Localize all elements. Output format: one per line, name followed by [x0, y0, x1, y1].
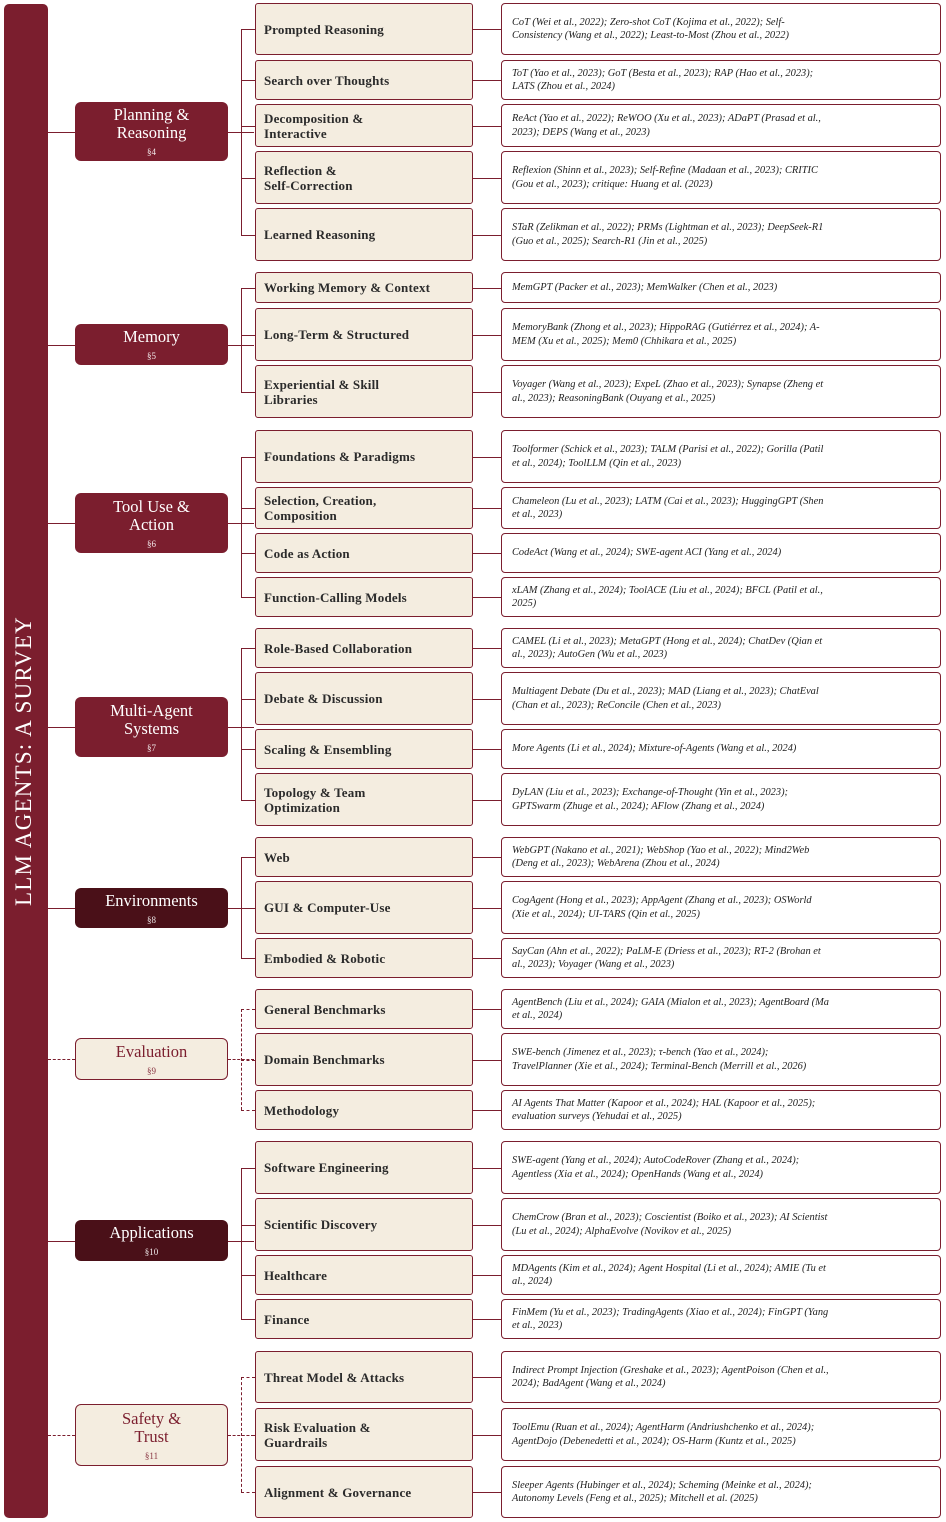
- branch-connector: [241, 648, 255, 649]
- section-title: Planning & Reasoning: [113, 105, 190, 142]
- connector-root-1: [48, 345, 75, 346]
- references-text: More Agents (Li et al., 2024); Mixture-of-Agents (Wang et al., 2024): [512, 743, 797, 755]
- section-number: §4: [147, 147, 156, 157]
- references-text: ChemCrow (Bran et al., 2023); Coscientist (Boiko et al., 2023); AI Scientist (Lu et al., 2024); AlphaEvolve (Novikov et al., 2025): [512, 1212, 828, 1237]
- references-box: [501, 837, 941, 877]
- section-title: Environments: [105, 890, 198, 910]
- branch-connector: [241, 392, 255, 393]
- topic-label: Selection, Creation, Composition: [264, 493, 377, 523]
- section-box[interactable]: [75, 888, 228, 928]
- topic-box[interactable]: [255, 1033, 473, 1086]
- branch-connector: [241, 457, 255, 458]
- topic-box[interactable]: [255, 487, 473, 529]
- topic-label: Decomposition & Interactive: [264, 110, 364, 141]
- refs-connector: [473, 648, 501, 649]
- branch-connector: [241, 699, 255, 700]
- references-text: SWE-bench (Jimenez et al., 2023); τ-bench (Yao et al., 2024); TravelPlanner (Xie et al., 2024); Terminal-Bench (Merrill et al., 2026): [512, 1047, 807, 1072]
- topic-box[interactable]: [255, 672, 473, 725]
- refs-connector: [473, 1225, 501, 1226]
- topic-box[interactable]: [255, 837, 473, 877]
- refs-connector: [473, 392, 501, 393]
- branch-connector: [241, 29, 255, 30]
- section-number: §7: [147, 742, 156, 753]
- topic-label: Healthcare: [264, 1267, 328, 1283]
- references-box: [501, 208, 941, 261]
- topic-box[interactable]: [255, 104, 473, 147]
- topic-box[interactable]: [255, 430, 473, 483]
- topic-box[interactable]: [255, 3, 473, 55]
- connector-root-5: [48, 1059, 75, 1060]
- refs-connector: [473, 1377, 501, 1378]
- connector-root-0: [48, 132, 75, 133]
- topic-label: Threat Model & Attacks: [264, 1369, 405, 1385]
- topic-box[interactable]: [255, 628, 473, 668]
- topic-label: Learned Reasoning: [264, 227, 376, 242]
- topic-label: Risk Evaluation & Guardrails: [264, 1419, 371, 1450]
- refs-connector: [473, 699, 501, 700]
- refs-connector: [473, 508, 501, 509]
- branch-connector: [241, 1168, 255, 1169]
- section-box[interactable]: [75, 324, 228, 365]
- topic-label: Reflection & Self-Correction: [264, 162, 353, 193]
- references-box: [501, 773, 941, 826]
- references-box: [501, 308, 941, 361]
- references-text: MDAgents (Kim et al., 2024); Agent Hospital (Li et al., 2024); AMIE (Tu et al., 2024): [512, 1262, 826, 1287]
- branch-connector: [241, 80, 255, 81]
- references-box: [501, 1141, 941, 1194]
- branch-connector: [241, 1275, 255, 1276]
- topic-box[interactable]: [255, 938, 473, 978]
- references-text: SayCan (Ahn et al., 2022); PaLM-E (Driess et al., 2023); RT-2 (Brohan et al., 2023); Voyager (Wang et al., 2023): [512, 945, 821, 970]
- references-box: [501, 938, 941, 978]
- refs-connector: [473, 857, 501, 858]
- references-box: [501, 628, 941, 668]
- topic-label: Finance: [264, 1311, 310, 1327]
- references-text: WebGPT (Nakano et al., 2021); WebShop (Yao et al., 2022); Mind2Web (Deng et al., 2023); WebArena (Zhou et al., 2024): [512, 844, 810, 869]
- topic-box[interactable]: [255, 272, 473, 303]
- branch-connector: [241, 508, 255, 509]
- section-title: Multi-Agent Systems: [110, 700, 193, 738]
- refs-connector: [473, 800, 501, 801]
- references-box: [501, 1299, 941, 1339]
- branch-connector: [241, 235, 255, 236]
- section-number: §10: [144, 1247, 159, 1257]
- topic-box[interactable]: [255, 1141, 473, 1194]
- topic-label: Working Memory & Context: [264, 280, 431, 295]
- section-box[interactable]: [75, 1038, 228, 1080]
- references-box: [501, 672, 941, 725]
- branch-connector: [241, 1377, 255, 1378]
- refs-connector: [473, 1435, 501, 1436]
- section-title: Memory: [123, 327, 180, 346]
- refs-connector: [473, 1492, 501, 1493]
- topic-label: Embodied & Robotic: [264, 950, 386, 966]
- section-number: §6: [147, 538, 156, 549]
- topic-label: Alignment & Governance: [264, 1484, 412, 1500]
- topic-label: Debate & Discussion: [264, 691, 383, 706]
- spine-2: [241, 457, 242, 598]
- topic-box[interactable]: [255, 881, 473, 934]
- root-title-text: LLM AGENTS: A SURVEY: [11, 616, 36, 906]
- branch-connector: [241, 126, 255, 127]
- connector-root-4: [48, 908, 75, 909]
- branch-connector: [241, 553, 255, 554]
- topic-box[interactable]: [255, 365, 473, 418]
- section-box[interactable]: [75, 493, 228, 553]
- spine-3: [241, 648, 242, 800]
- branch-connector: [241, 597, 255, 598]
- references-box: [501, 989, 941, 1029]
- references-text: CogAgent (Hong et al., 2023); AppAgent (Zhang et al., 2023); OSWorld (Xie et al., 2024); UI-TARS (Qin et al., 2025): [512, 895, 812, 920]
- branch-connector: [241, 908, 255, 909]
- connector-root-6: [48, 1241, 75, 1242]
- topic-box[interactable]: [255, 1299, 473, 1339]
- references-box: [501, 577, 941, 617]
- branch-connector: [241, 1060, 255, 1061]
- refs-connector: [473, 1009, 501, 1010]
- references-text: ToolEmu (Ruan et al., 2024); AgentHarm (Andriushchenko et al., 2024); AgentDojo (Debenedetti et al., 2024); OS-Harm (Kuntz et al., 2025): [512, 1422, 815, 1447]
- section-box[interactable]: [75, 102, 228, 161]
- topic-label: GUI & Computer-Use: [264, 900, 391, 915]
- refs-connector: [473, 1060, 501, 1061]
- refs-connector: [473, 178, 501, 179]
- section-box[interactable]: [75, 1404, 228, 1466]
- branch-connector: [241, 857, 255, 858]
- topic-label: General Benchmarks: [264, 1001, 386, 1017]
- branch-connector: [241, 178, 255, 179]
- topic-box[interactable]: [255, 208, 473, 261]
- branch-connector: [241, 1319, 255, 1320]
- references-text: ToT (Yao et al., 2023); GoT (Besta et al., 2023); RAP (Hao et al., 2023); LATS (Zhou et al., 2024): [512, 67, 814, 92]
- references-box: [501, 430, 941, 483]
- topic-box[interactable]: [255, 577, 473, 617]
- refs-connector: [473, 1110, 501, 1111]
- section-number: §11: [144, 1450, 159, 1461]
- branch-connector: [241, 749, 255, 750]
- references-box: [501, 487, 941, 529]
- references-box: [501, 60, 941, 100]
- references-text: Sleeper Agents (Hubinger et al., 2024); Scheming (Meinke et al., 2024); Autonomy Levels (Feng et al., 2025); Mitchell et al. (2025): [512, 1479, 812, 1504]
- refs-connector: [473, 1275, 501, 1276]
- topic-label: Prompted Reasoning: [264, 21, 385, 37]
- spine-1: [241, 288, 242, 392]
- branch-connector: [241, 288, 255, 289]
- topic-box[interactable]: [255, 1351, 473, 1403]
- branch-connector: [241, 958, 255, 959]
- section-number: §8: [147, 914, 156, 925]
- refs-connector: [473, 29, 501, 30]
- references-text: MemGPT (Packer et al., 2023); MemWalker (Chen et al., 2023): [512, 281, 778, 293]
- topic-box[interactable]: [255, 1198, 473, 1251]
- topic-box[interactable]: [255, 1466, 473, 1518]
- topic-label: Scaling & Ensembling: [264, 741, 392, 757]
- connector-root-2: [48, 523, 75, 524]
- spine-6: [241, 1168, 242, 1320]
- references-text: CAMEL (Li et al., 2023); MetaGPT (Hong et al., 2024); ChatDev (Qian et al., 2023); AutoGen (Wu et al., 2023): [512, 635, 823, 660]
- branch-connector: [241, 1435, 255, 1436]
- connector-root-3: [48, 727, 75, 728]
- references-text: AgentBench (Liu et al., 2024); GAIA (Mialon et al., 2023); AgentBoard (Ma et al., 2024): [512, 996, 829, 1021]
- references-text: CodeAct (Wang et al., 2024); SWE-agent ACI (Yang et al., 2024): [512, 547, 782, 559]
- connector-root-7: [48, 1435, 75, 1436]
- topic-label: Domain Benchmarks: [264, 1052, 385, 1067]
- references-text: SWE-agent (Yang et al., 2024); AutoCodeRover (Zhang et al., 2024); Agentless (Xia et al., 2024); OpenHands (Wang et al., 2024): [512, 1155, 800, 1180]
- topic-label: Search over Thoughts: [264, 72, 390, 88]
- topic-label: Function-Calling Models: [264, 589, 407, 605]
- references-box: [501, 365, 941, 418]
- topic-label: Foundations & Paradigms: [264, 449, 416, 464]
- references-text: Voyager (Wang et al., 2023); ExpeL (Zhao et al., 2023); Synapse (Zheng et al., 2023); ReasoningBank (Ouyang et al., 2025): [512, 379, 824, 404]
- references-text: xLAM (Zhang et al., 2024); ToolACE (Liu et al., 2024); BFCL (Patil et al., 2025): [512, 584, 823, 609]
- references-box: [501, 1351, 941, 1403]
- refs-connector: [473, 1319, 501, 1320]
- branch-connector: [241, 335, 255, 336]
- refs-connector: [473, 126, 501, 127]
- refs-connector: [473, 553, 501, 554]
- branch-connector: [241, 1492, 255, 1493]
- references-text: Chameleon (Lu et al., 2023); LATM (Cai et al., 2023); HuggingGPT (Shen et al., 2023): [512, 495, 824, 520]
- topic-box[interactable]: [255, 533, 473, 573]
- spine-0: [241, 29, 242, 235]
- references-box: [501, 1466, 941, 1518]
- section-box[interactable]: [75, 697, 228, 757]
- section-title: Tool Use & Action: [113, 496, 190, 534]
- topic-label: Scientific Discovery: [264, 1217, 378, 1232]
- references-text: CoT (Wei et al., 2022); Zero-shot CoT (Kojima et al., 2022); Self-Consistency (Wang et al., 2022); Least-to-Most (Zhou et al., 2022): [512, 16, 789, 41]
- topic-label: Software Engineering: [264, 1160, 389, 1175]
- refs-connector: [473, 457, 501, 458]
- branch-connector: [241, 800, 255, 801]
- refs-connector: [473, 597, 501, 598]
- topic-box[interactable]: [255, 1090, 473, 1130]
- topic-box[interactable]: [255, 60, 473, 100]
- refs-connector: [473, 80, 501, 81]
- section-number: §5: [147, 351, 156, 361]
- references-box: [501, 3, 941, 55]
- refs-connector: [473, 1168, 501, 1169]
- references-text: MemoryBank (Zhong et al., 2023); HippoRAG (Gutiérrez et al., 2024); A-MEM (Xu et al., 2025); Mem0 (Chhikara et al., 2025): [512, 322, 820, 347]
- topic-box[interactable]: [255, 151, 473, 204]
- topic-box[interactable]: [255, 989, 473, 1029]
- section-box[interactable]: [75, 1220, 228, 1261]
- refs-connector: [473, 335, 501, 336]
- references-text: DyLAN (Liu et al., 2023); Exchange-of-Thought (Yin et al., 2023); GPTSwarm (Zhuge et al., 2024); AFlow (Zhang et al., 2024): [512, 787, 788, 812]
- references-box: [501, 1255, 941, 1295]
- references-box: [501, 1033, 941, 1086]
- topic-box[interactable]: [255, 308, 473, 361]
- references-box: [501, 104, 941, 147]
- references-box: [501, 1090, 941, 1130]
- references-text: FinMem (Yu et al., 2023); TradingAgents (Xiao et al., 2024); FinGPT (Yang et al., 2023): [512, 1306, 829, 1331]
- references-box: [501, 1408, 941, 1461]
- refs-connector: [473, 908, 501, 909]
- references-box: [501, 881, 941, 934]
- references-box: [501, 1198, 941, 1251]
- branch-connector: [241, 1110, 255, 1111]
- refs-connector: [473, 749, 501, 750]
- references-text: Toolformer (Schick et al., 2023); TALM (Parisi et al., 2022); Gorilla (Patil et al., 2024); ToolLLM (Qin et al., 2023): [512, 444, 824, 469]
- references-box: [501, 533, 941, 573]
- branch-connector: [241, 1009, 255, 1010]
- refs-connector: [473, 288, 501, 289]
- topic-box[interactable]: [255, 1408, 473, 1461]
- references-text: Multiagent Debate (Du et al., 2023); MAD (Liang et al., 2023); ChatEval (Chan et al., 2023); ReConcile (Chen et al., 2023): [512, 686, 819, 711]
- refs-connector: [473, 958, 501, 959]
- references-box: [501, 272, 941, 303]
- topic-box[interactable]: [255, 1255, 473, 1295]
- refs-connector: [473, 235, 501, 236]
- references-text: AI Agents That Matter (Kapoor et al., 2024); HAL (Kapoor et al., 2025); evaluation surveys (Yehudai et al., 2025): [512, 1097, 816, 1122]
- topic-label: Code as Action: [264, 545, 350, 561]
- topic-label: Methodology: [264, 1102, 340, 1118]
- references-text: Indirect Prompt Injection (Greshake et al., 2023); AgentPoison (Chen et al., 2024); BadAgent (Wang et al., 2024): [512, 1364, 829, 1389]
- references-text: Reflexion (Shinn et al., 2023); Self-Refine (Madaan et al., 2023); CRITIC (Gou et al., 2023); critique: Huang et al. (2023): [512, 165, 818, 190]
- topic-label: Web: [264, 849, 290, 865]
- topic-label: Topology & Team Optimization: [264, 784, 366, 815]
- topic-box[interactable]: [255, 773, 473, 826]
- section-number: §9: [147, 1065, 156, 1076]
- topic-label: Long-Term & Structured: [264, 327, 410, 342]
- branch-connector: [241, 1225, 255, 1226]
- section-title: Evaluation: [115, 1041, 188, 1061]
- references-box: [501, 151, 941, 204]
- section-title: Safety & Trust: [121, 1408, 182, 1446]
- topic-box[interactable]: [255, 729, 473, 769]
- topic-label: Experiential & Skill Libraries: [264, 376, 380, 407]
- references-box: [501, 729, 941, 769]
- topic-label: Role-Based Collaboration: [264, 640, 413, 656]
- section-title: Applications: [109, 1223, 194, 1242]
- references-text: STaR (Zelikman et al., 2022); PRMs (Lightman et al., 2023); DeepSeek-R1 (Guo et al., 2025); Search-R1 (Jin et al., 2025): [512, 222, 824, 247]
- references-text: ReAct (Yao et al., 2022); ReWOO (Xu et al., 2023); ADaPT (Prasad et al., 2023); DEPS (Wang et al., 2023): [512, 113, 821, 138]
